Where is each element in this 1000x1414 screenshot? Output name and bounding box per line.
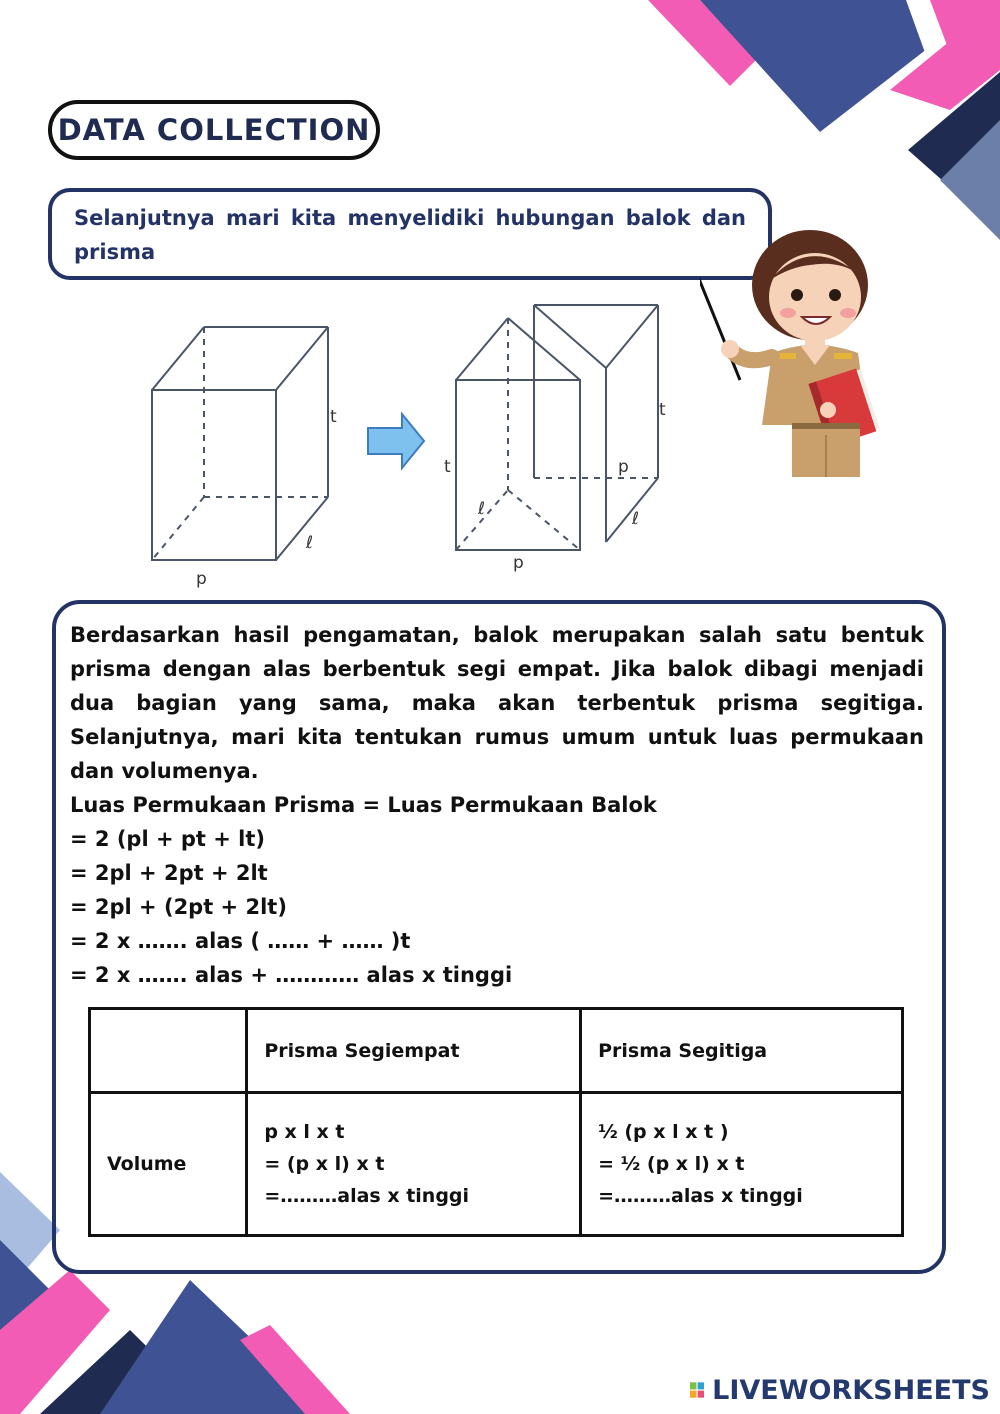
table-header-row — [90, 1009, 903, 1093]
formula-line-6: = 2 x ……. alas + ………… alas x tinggi — [70, 963, 513, 987]
table-header-segitiga: Prisma Segitiga — [581, 1009, 903, 1093]
prisma-label-t-left: t — [444, 457, 451, 477]
table-row-label: Volume — [90, 1093, 247, 1236]
intro-text: Selanjutnya mari kita menyelidiki hubungan balok dan prisma — [74, 206, 746, 264]
table-header-segiempat: Prisma Segiempat — [247, 1009, 581, 1093]
balok-label-p: p — [196, 569, 207, 589]
prisma-label-l-left: ℓ — [478, 499, 486, 519]
segitiga-line-3: =………alas x tinggi — [598, 1185, 803, 1207]
balok-prisma-figure — [140, 300, 700, 592]
prisma-label-p-left: p — [513, 553, 524, 573]
segiempat-line-3: =………alas x tinggi — [264, 1185, 470, 1207]
balok-label-t: t — [330, 407, 337, 427]
liveworksheets-icon — [690, 1377, 704, 1403]
table-header-empty — [90, 1009, 247, 1093]
segiempat-line-2: = (p x l) x t — [264, 1153, 385, 1175]
segitiga-line-2: = ½ (p x l) x t — [598, 1153, 745, 1175]
prisma-label-p-right: p — [618, 457, 629, 477]
formula-line-3: = 2pl + 2pt + 2lt — [70, 861, 268, 885]
intro-box — [48, 188, 772, 280]
formula-line-2: = 2 (pl + pt + lt) — [70, 827, 265, 851]
table-cell-segitiga — [581, 1093, 903, 1236]
segiempat-line-1: p x l x t — [264, 1121, 345, 1143]
formula-line-1: Luas Permukaan Prisma = Luas Permukaan Balok — [70, 793, 657, 817]
table-cell-segiempat — [247, 1093, 581, 1236]
teacher-illustration — [700, 225, 910, 485]
formula-line-4: = 2pl + (2pt + 2lt) — [70, 895, 287, 919]
balok-label-l: ℓ — [306, 533, 314, 553]
prisma-label-t-right: t — [659, 400, 666, 420]
balok-front-face — [152, 390, 276, 560]
page-title: DATA COLLECTION — [57, 113, 371, 147]
formula-line-5: = 2 x ……. alas ( …… + …… )t — [70, 929, 411, 953]
title-pill — [48, 100, 380, 160]
volume-table — [88, 1007, 904, 1237]
brand-logo — [690, 1370, 990, 1410]
explanation-paragraph: Berdasarkan hasil pengamatan, balok merupakan salah satu bentuk prisma dengan alas berbentuk segi empat. Jika balok dibagi menjadi dua bagian yang sama, maka akan terbentuk prisma segitiga. Selanjutnya, mari kita tentukan rumus umum untuk luas permukaan dan volumenya. — [70, 623, 924, 783]
right-arrow-icon — [368, 414, 424, 468]
segitiga-line-1: ½ (p x l x t ) — [598, 1121, 729, 1143]
prisma-label-l-right: ℓ — [632, 509, 640, 529]
brand-name: LIVEWORKSHEETS — [712, 1374, 990, 1406]
table-row-volume — [90, 1093, 903, 1236]
